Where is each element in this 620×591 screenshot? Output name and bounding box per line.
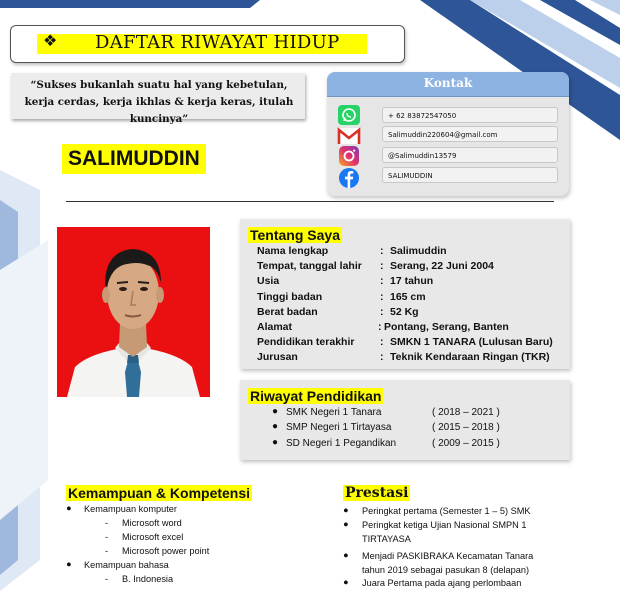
about-value: Teknik Kendaraan Ringan (TKR)	[390, 351, 550, 363]
whatsapp-icon	[337, 105, 361, 125]
about-label: Berat badan	[257, 306, 318, 318]
colon: :	[380, 306, 384, 318]
about-value: Serang, 22 Juni 2004	[390, 260, 494, 272]
education-school: SMK Negeri 1 Tanara	[286, 407, 382, 418]
dash: -	[105, 546, 109, 556]
bullet: ●	[66, 559, 72, 569]
education-title: Riwayat Pendidikan	[250, 388, 382, 404]
contact-header	[327, 72, 569, 97]
about-label: Alamat	[257, 321, 293, 333]
colon: :	[380, 260, 384, 272]
about-label: Usia	[257, 275, 280, 287]
about-value: 165 cm	[390, 291, 426, 303]
about-panel	[240, 219, 570, 369]
dash: -	[105, 532, 109, 542]
about-value: SMKN 1 TANARA (Lulusan Baru)	[390, 336, 553, 348]
title-box	[10, 25, 405, 63]
achievement-item-continued: tahun 2019 sebagai pasukan 8 (delapan)	[362, 565, 530, 575]
about-label: Tempat, tanggal lahir	[257, 260, 362, 272]
colon: :	[380, 351, 384, 363]
quote-text: “Sukses bukanlah suatu hal yang kebetulan, kerja cerdas, kerja ikhlas & kerja keras, itulah kuncinya”	[24, 79, 294, 125]
person-name: SALIMUDDIN	[62, 144, 206, 174]
achievement-item: Peringkat pertama (Semester 1 – 5) SMK	[362, 506, 531, 516]
skill-item: Microsoft word	[122, 518, 182, 528]
education-years: ( 2009 – 2015 )	[432, 438, 500, 449]
achievement-item: Menjadi PASKIBRAKA Kecamatan Tanara	[362, 551, 534, 561]
divider-line	[66, 201, 554, 202]
bullet: ●	[343, 577, 349, 587]
skill-group-label: Kemampuan bahasa	[84, 560, 169, 570]
colon: :	[380, 291, 384, 303]
skill-item: Microsoft power point	[122, 546, 210, 556]
education-years: ( 2018 – 2021 )	[432, 407, 500, 418]
bullet: ●	[66, 503, 72, 513]
contact-panel	[327, 72, 569, 196]
about-value: Salimuddin	[390, 245, 447, 257]
education-school: SMP Negeri 1 Tirtayasa	[286, 422, 392, 433]
contact-instagram-field: @Salimuddin13579	[382, 147, 558, 163]
about-value: Pontang, Serang, Banten	[384, 321, 509, 333]
gmail-icon	[337, 126, 361, 146]
about-label: Nama lengkap	[257, 245, 329, 257]
diamond-bullet-icon: ❖	[43, 31, 58, 50]
about-label: Jurusan	[257, 351, 298, 363]
about-value: 52 Kg	[390, 306, 419, 318]
bullet: ●	[272, 421, 279, 432]
quote-box	[11, 73, 305, 125]
colon: :	[380, 336, 384, 348]
skills-title: Kemampuan & Kompetensi	[68, 485, 251, 501]
skill-group-label: Kemampuan komputer	[84, 504, 177, 514]
person-portrait-icon	[57, 227, 210, 397]
about-label: Pendidikan terakhir	[257, 336, 355, 348]
about-title: Tentang Saya	[250, 227, 340, 243]
contact-facebook-field: SALIMUDDIN	[382, 167, 558, 183]
about-value: 17 tahun	[390, 275, 434, 287]
education-panel	[240, 380, 570, 460]
profile-photo	[57, 227, 210, 397]
colon: :	[380, 275, 384, 287]
bullet: ●	[272, 406, 279, 417]
dash: -	[105, 518, 109, 528]
bullet: ●	[343, 505, 349, 515]
colon: :	[380, 245, 384, 257]
education-school: SD Negeri 1 Pegandikan	[286, 438, 397, 449]
bullet: ●	[343, 550, 349, 560]
achievement-item-continued: TIRTAYASA	[362, 534, 411, 544]
skill-item: B. Indonesia	[122, 574, 174, 584]
skill-item: Microsoft excel	[122, 532, 184, 542]
bullet: ●	[343, 519, 349, 529]
achievement-item: Peringkat ketiga Ujian Nasional SMPN 1	[362, 520, 527, 530]
bullet: ●	[272, 437, 279, 448]
instagram-icon	[337, 146, 361, 166]
achievement-item: Juara Pertama pada ajang perlombaan	[362, 578, 522, 588]
facebook-icon	[337, 168, 361, 188]
about-label: Tinggi badan	[257, 291, 323, 303]
contact-whatsapp-field: + 62 83872547050	[382, 107, 558, 123]
contact-heading: Kontak	[423, 76, 473, 90]
page-title: DAFTAR RIWAYAT HIDUP	[95, 32, 340, 53]
achievements-title: Prestasi	[345, 485, 409, 501]
dash: -	[105, 574, 109, 584]
contact-email-field: Salimuddin220604@gmail.com	[382, 126, 558, 142]
colon: :	[378, 321, 382, 333]
education-years: ( 2015 – 2018 )	[432, 422, 500, 433]
